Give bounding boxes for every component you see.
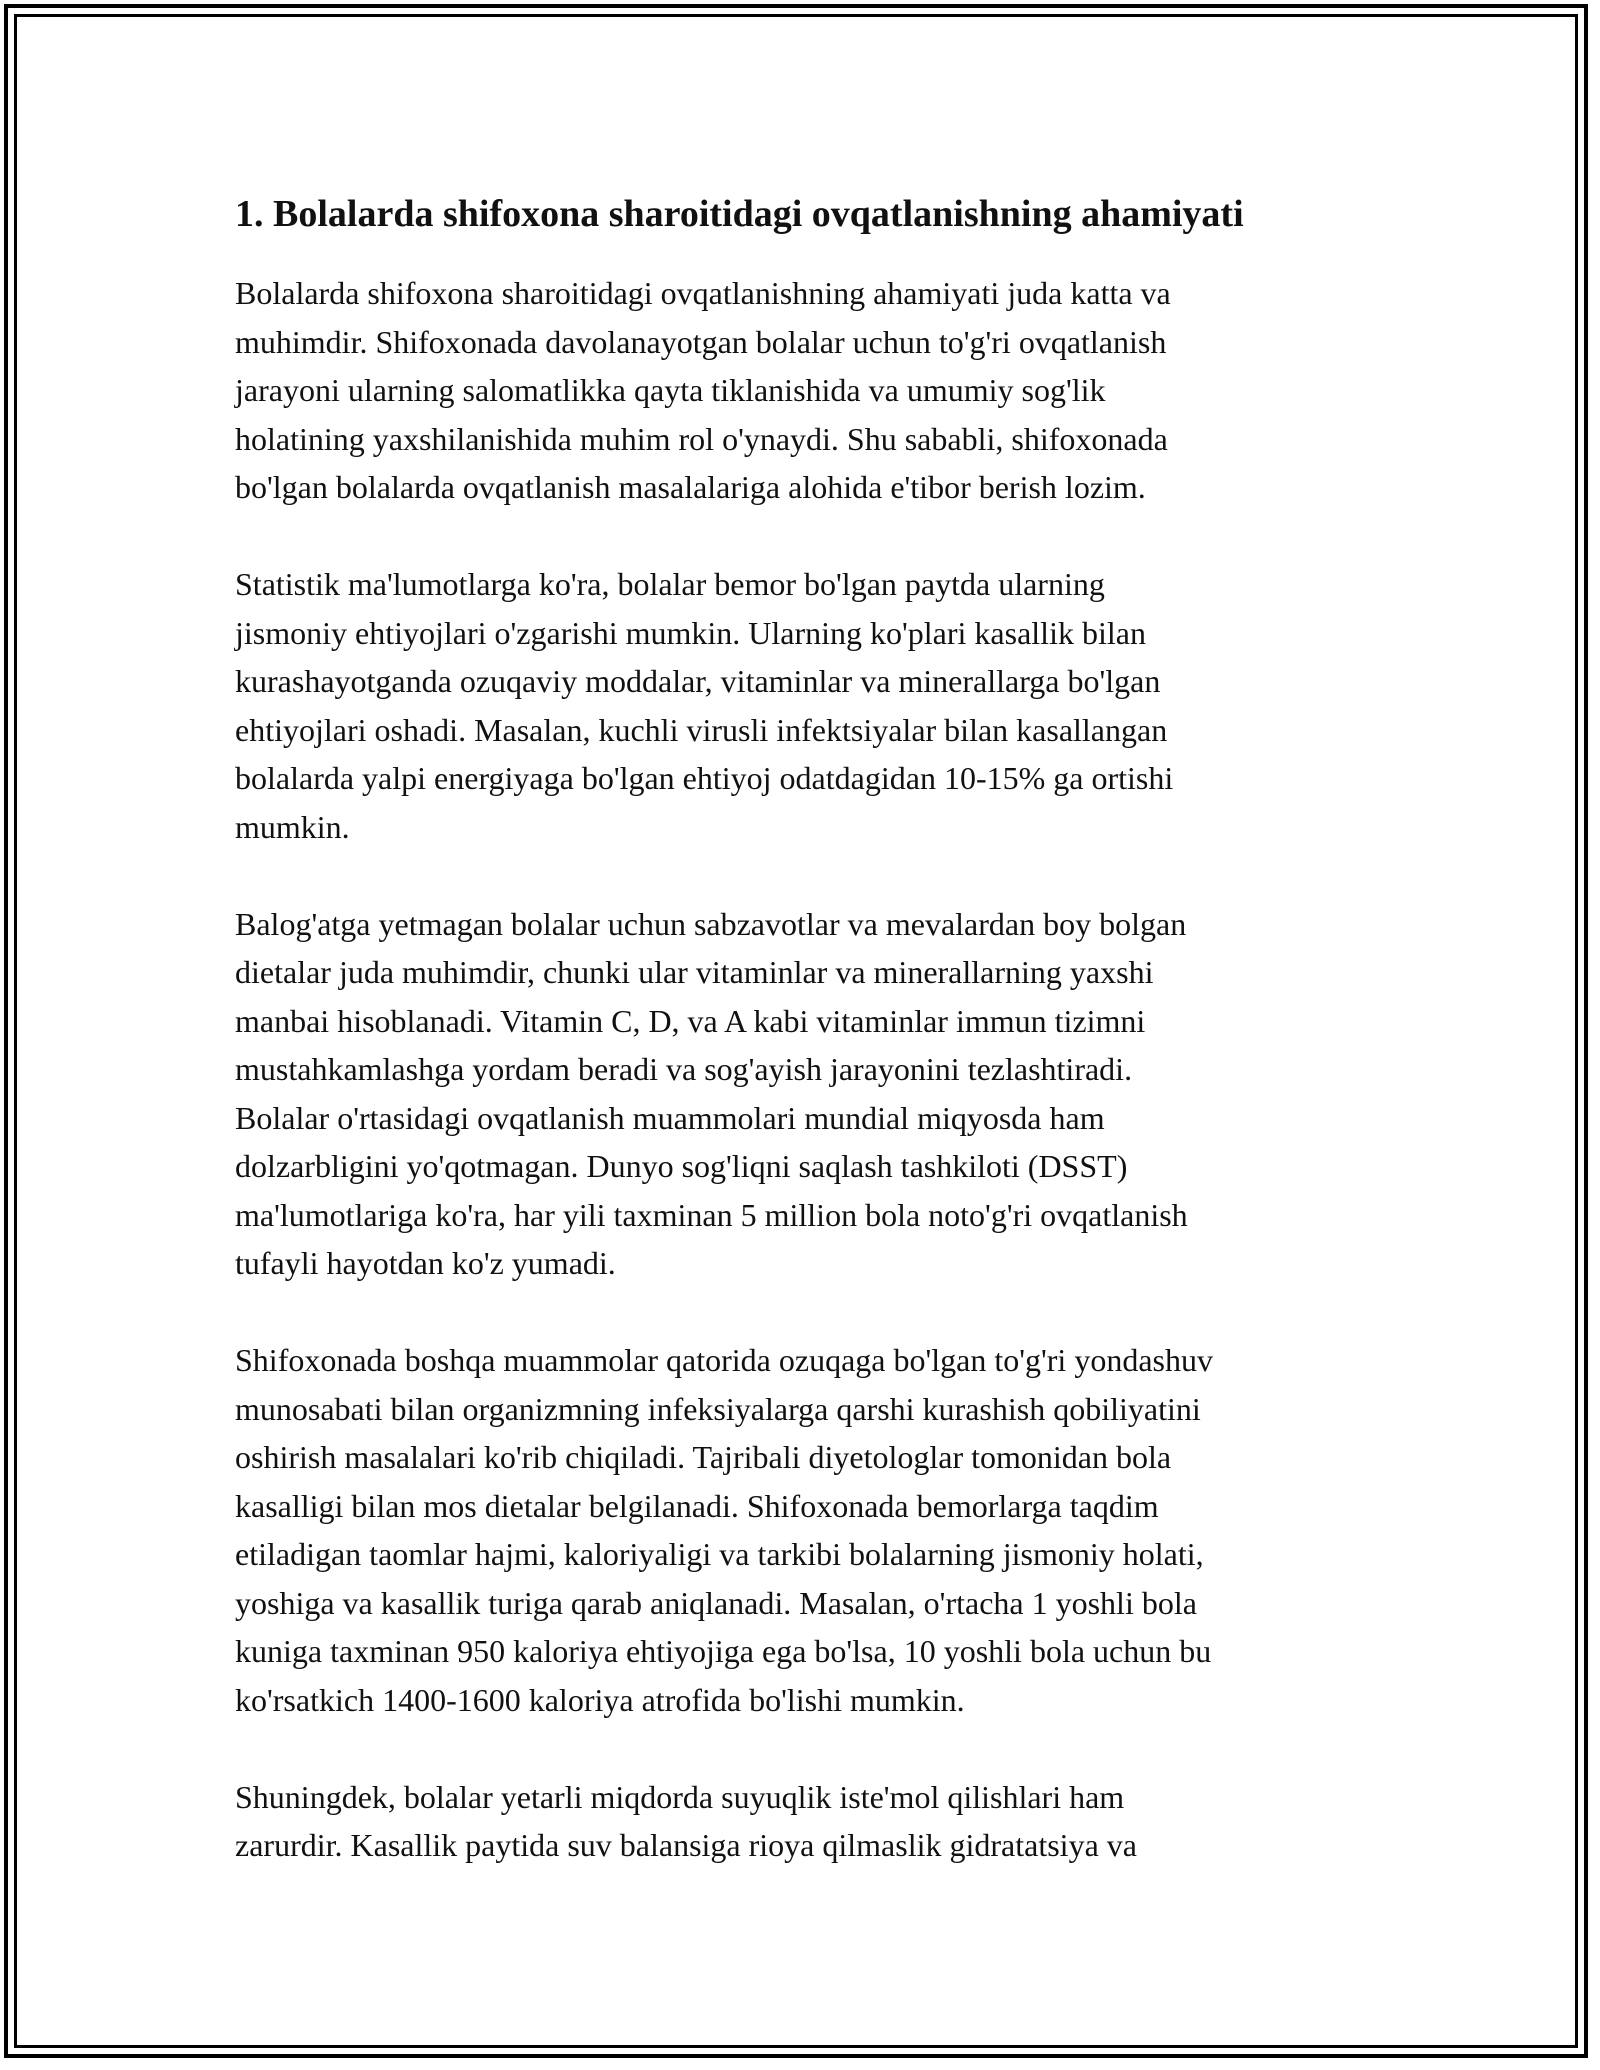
paragraph-4: Shifoxonada boshqa muammolar qatorida ozuqaga bo'lgan to'g'ri yondashuv munosabati bilan organizmning infeksiyalarga qarshi kurashish qobiliyatini oshirish masalalari ko'rib chiqiladi. Tajribali diyetologlar tomonidan bola kasalligi bilan mos dietalar belgilanadi. Shifoxonada bemorlarga taqdim etiladigan taomlar hajmi, kaloriyaligi va tarkibi bolalarning jismoniy holati, yoshiga va kasallik turiga qarab aniqlanadi. Masalan, o'rtacha 1 yoshli bola kuniga taxminan 950 kaloriya ehtiyojiga ega bo'lsa, 10 yoshli bola uchun bu ko'rsatkich 1400-1600 kaloriya atrofida bo'lishi mumkin. — [235, 1342, 1213, 1718]
document-body — [235, 185, 1365, 1918]
paragraph-2: Statistik ma'lumotlarga ko'ra, bolalar bemor bo'lgan paytda ularning jismoniy ehtiyojlari o'zgarishi mumkin. Ularning ko'plari kasallik bilan kurashayotganda ozuqaviy moddalar, vitaminlar va minerallarga bo'lgan ehtiyojlari oshadi. Masalan, kuchli virusli infektsiyalar bilan kasallangan bolalarda yalpi energiyaga bo'lgan ehtiyoj odatdagidan 10-15% ga ortishi mumkin. — [235, 566, 1174, 845]
paragraph-1: Bolalarda shifoxona sharoitidagi ovqatlanishning ahamiyati juda katta va muhimdir. Shifoxonada davolanayotgan bolalar uchun to'g'ri ovqatlanish jarayoni ularning salomatlikka qayta tiklanishida va umumiy sog'lik holatining yaxshilanishida muhim rol o'ynaydi. Shu sababli, shifoxonada bo'lgan bolalarda ovqatlanish masalalariga alohida e'tibor berish lozim. — [235, 275, 1171, 505]
section-heading: 1. Bolalarda shifoxona sharoitidagi ovqatlanishning ahamiyati — [235, 193, 1244, 235]
paragraph-5: Shuningdek, bolalar yetarli miqdorda suyuqlik iste'mol qilishlari ham zarurdir. Kasallik paytida suv balansiga rioya qilmaslik gidratatsiya va — [235, 1778, 1137, 1863]
paragraph-3: Balog'atga yetmagan bolalar uchun sabzavotlar va mevalardan boy bolgan dietalar juda muhimdir, chunki ular vitaminlar va minerallarning yaxshi manbai hisoblanadi. Vitamin C, D, va A kabi vitaminlar immun tizimni mustahkamlashga yordam beradi va sog'ayish jarayonini tezlashtiradi. Bolalar o'rtasidagi ovqatlanish muammolari mundial miqyosda ham dolzarbligini yo'qotmagan. Dunyo sog'liqni saqlash tashkiloti (DSST) ma'lumotlariga ko'ra, har yili taxminan 5 million bola noto'g'ri ovqatlanish tufayli hayotdan ko'z yumadi. — [235, 905, 1188, 1281]
